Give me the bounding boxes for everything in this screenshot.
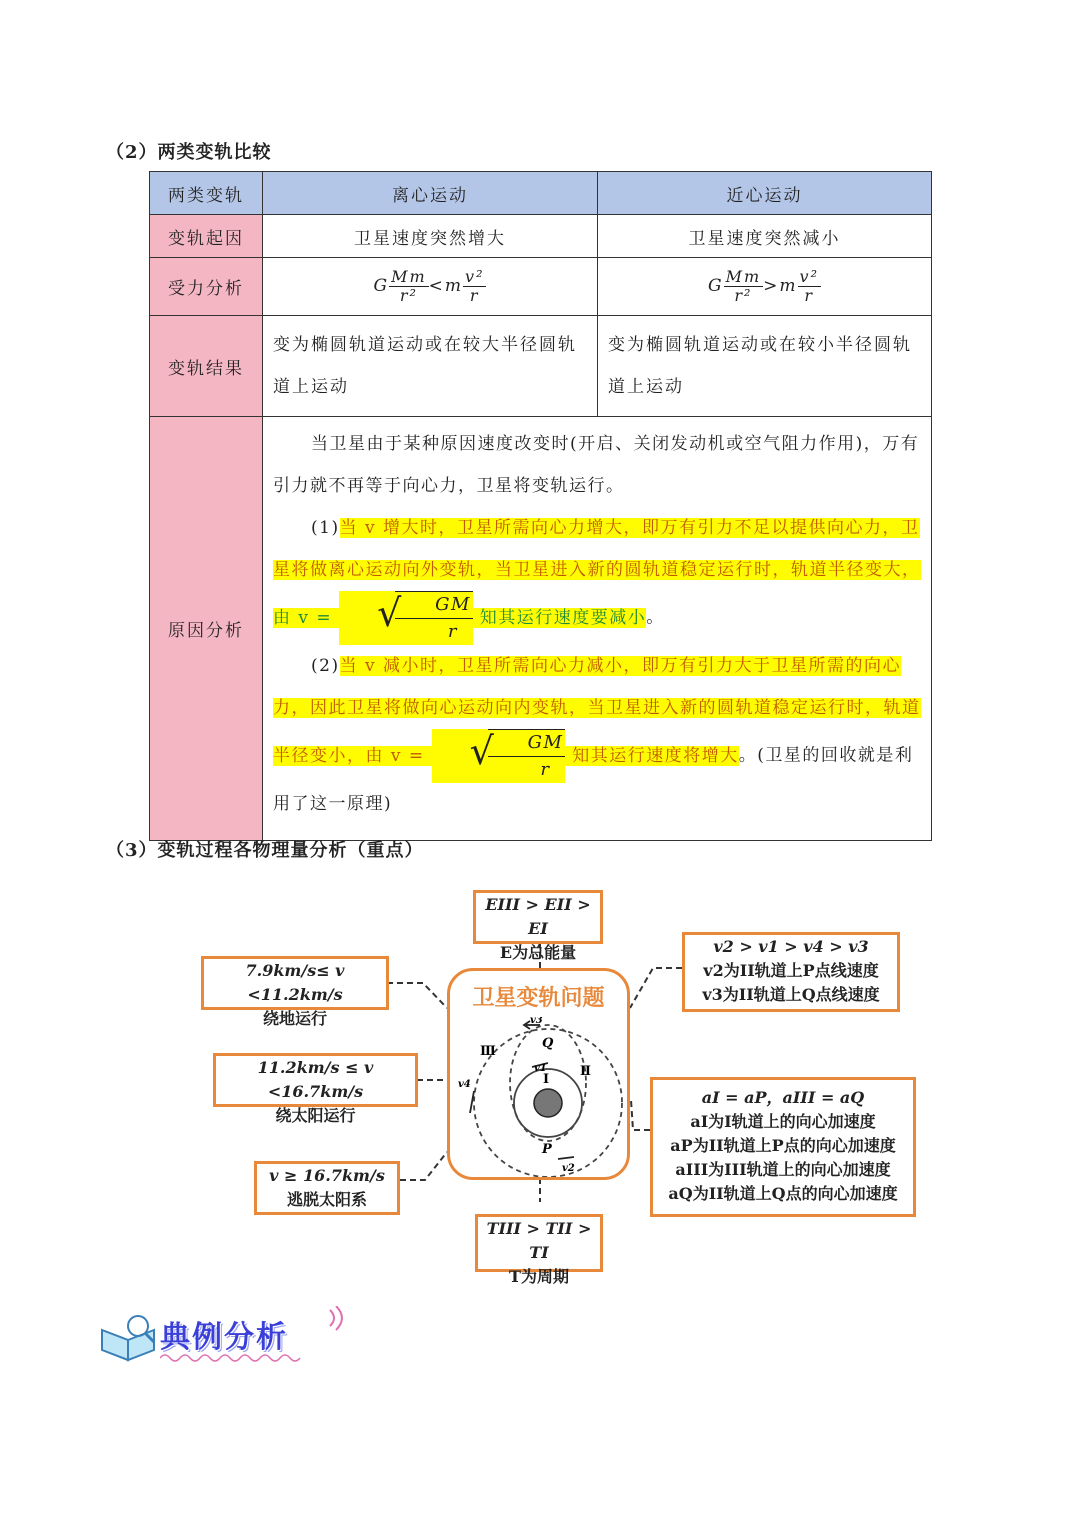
reason-intro: 当卫星由于某种原因速度改变时(开启、关闭发动机或空气阻力作用)，万有引力就不再等于向心力，卫星将变轨运行。 [273, 434, 920, 496]
cause-centripetal: 卫星速度突然减小 [598, 215, 932, 258]
header-centrifugal: 离心运动 [263, 172, 598, 215]
section-3-title: （3）变轨过程各物理量分析（重点） [106, 840, 424, 861]
cause-centrifugal: 卫星速度突然增大 [263, 215, 598, 258]
label-reason: 原因分析 [150, 417, 263, 841]
row-force [150, 258, 932, 316]
satellite-orbit-panel [447, 968, 630, 1180]
label-v2: v2 [562, 1163, 575, 1174]
earth-orbit-speed-box: 7.9km/s≤ v <11.2km/s 绕地运行 [201, 956, 389, 1010]
row-result [150, 316, 932, 417]
label-force: 受力分析 [150, 258, 263, 316]
diagram-title: 卫星变轨问题 [472, 986, 605, 1011]
result-centrifugal: 变为椭圆轨道运动或在较大半径圆轨道上运动 [263, 316, 598, 417]
period-box: TIII > TII > TI T为周期 [475, 1214, 603, 1272]
sound-waves-icon [326, 1306, 356, 1336]
label-orbit-i: Ⅰ [543, 1072, 550, 1087]
example-analysis-title: 典例分析 [160, 1320, 288, 1355]
row-reason [150, 417, 932, 841]
escape-speed-box: v ≥ 16.7km/s 逃脱太阳系 [254, 1161, 400, 1215]
label-q: Q [542, 1036, 554, 1051]
v4-arrow-icon [470, 1091, 474, 1113]
label-result: 变轨结果 [150, 316, 263, 417]
v2-arrow-icon [558, 1157, 574, 1159]
header-type: 两类变轨 [150, 172, 263, 215]
velocity-box: v2 > v1 > v4 > v3 v2为II轨道上P点线速度 v3为II轨道上Q点线速度 [682, 932, 900, 1012]
wavy-underline-icon [160, 1352, 360, 1364]
label-orbit-iii: Ⅲ [480, 1044, 496, 1059]
label-v4: v4 [458, 1079, 471, 1090]
section-2-title: （2）两类变轨比较 [106, 142, 272, 163]
force-centrifugal-formula: G $\frac{Mm}{\text{r²}}$ <m $\frac{\text{v²}}{r}$ [263, 258, 598, 316]
header-centripetal: 近心运动 [598, 172, 932, 215]
sun-orbit-speed-box: 11.2km/s ≤ v <16.7km/s 绕太阳运行 [213, 1053, 418, 1107]
reason-point-2: (2)当 v 减小时，卫星所需向心力减小，即万有引力大于卫星所需的向心力，因此卫星将做向心运动向内变轨，当卫星进入新的圆轨道稳定运行时，轨道半径变小，由 v = √ $\frac{GM}{r}$ 知其运行速度将增大。(卫星的回收就是利用了这一原理) [273, 656, 921, 814]
orbit-change-diagram [195, 880, 925, 1286]
comparison-table [149, 171, 932, 841]
sqrt-gm-r-2: √ $\frac{GM}{r}$ [432, 729, 566, 783]
label-v3: v3 [530, 1017, 543, 1026]
earth-icon [534, 1089, 562, 1117]
reason-point-1: (1)当 v 增大时，卫星所需向心力增大，即万有引力不足以提供向心力，卫星将做离心运动向外变轨，当卫星进入新的圆轨道稳定运行时，轨道半径变大，由 v = √ $\frac{GM}{r}$ 知其运行速度要减小。 [273, 507, 921, 645]
row-cause [150, 215, 932, 258]
label-orbit-ii: Ⅱ [580, 1064, 591, 1079]
acceleration-box: aI = aP，aIII = aQ aI为I轨道上的向心加速度 aP为II轨道上P点的向心加速度 aIII为III轨道上的向心加速度 aQ为II轨道上Q点的向心加速度 [650, 1077, 916, 1217]
energy-box: EIII > EII > EI E为总能量 [473, 890, 603, 944]
force-centripetal-formula: G $\frac{Mm}{\text{r²}}$ >m $\frac{\text{v²}}{r}$ [598, 258, 932, 316]
orbit-drawing [450, 1017, 627, 1177]
result-centripetal: 变为椭圆轨道运动或在较小半径圆轨道上运动 [598, 316, 932, 417]
table-header-row [150, 172, 932, 215]
label-v1: v1 [534, 1063, 547, 1074]
sqrt-gm-r-1: √ $\frac{GM}{r}$ [339, 591, 473, 645]
open-book-icon [98, 1308, 162, 1364]
example-analysis-banner [98, 1300, 358, 1370]
reason-analysis [263, 417, 932, 841]
label-p: P [542, 1142, 552, 1157]
label-cause: 变轨起因 [150, 215, 263, 258]
